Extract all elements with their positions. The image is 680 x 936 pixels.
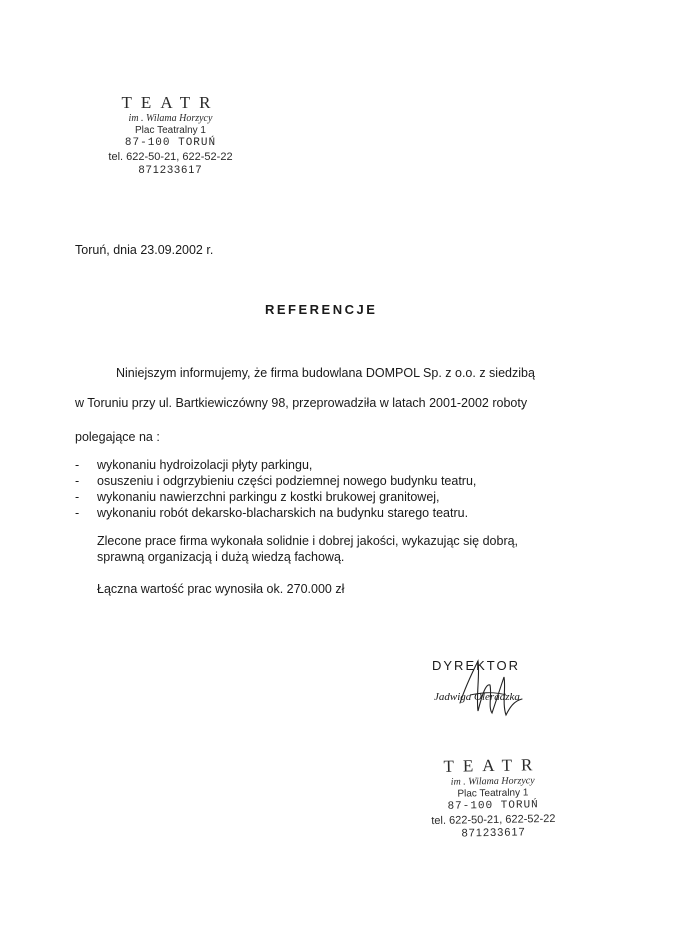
list-item-text: wykonaniu hydroizolacji płyty parkingu, [97,458,313,472]
theatre-stamp-bottom [417,755,568,842]
stamp-id-number: 871233617 [138,163,203,176]
list-marker: - [75,474,80,488]
date-line: Toruń, dnia 23.09.2002 r. [75,243,214,257]
handwritten-signature [456,655,526,723]
list-item-text: wykonaniu robót dekarsko-blacharskich na budynku starego teatru. [97,506,469,520]
stamp-address: Plac Teatralny 1 [457,787,529,801]
body-paragraph-1: Niniejszym informujemy, że firma budowlana DOMPOL Sp. z o.o. z siedzibą [116,366,535,380]
stamp-name: TEATR [443,755,542,776]
list-item-text: wykonaniu nawierzchni parkingu z kostki brukowej granitowej, [97,490,440,504]
stamp-city: 87-100 TORUŃ [124,137,217,150]
theatre-stamp-top [98,93,243,177]
body-paragraph-3: polegające na : [75,430,160,444]
list-item-text: osuszeniu i odgrzybieniu części podziemnej nowego budynku teatru, [97,474,477,488]
stamp-patron: im . Wilama Horzycy [128,113,213,125]
body-paragraph-4-line-2: sprawną organizacją i dużą wiedzą fachową. [97,550,345,564]
stamp-address: Plac Teatralny 1 [135,125,206,137]
signatory-role: DYREKTOR [432,658,520,673]
stamp-city: 87-100 TORUŃ [447,799,539,814]
list-marker: - [75,458,80,472]
stamp-patron: im . Wilama Horzycy [450,775,535,789]
list-marker: - [75,506,80,520]
stamp-name: TEATR [121,93,220,112]
total-value-paragraph: Łączna wartość prac wynosiła ok. 270.000 zł [97,582,345,596]
body-paragraph-2: w Toruniu przy ul. Bartkiewiczówny 98, przeprowadziła w latach 2001-2002 roboty [75,396,528,410]
signatory-name: Jadwiga Oleradzka [434,691,520,703]
stamp-phone: tel. 622-50-21, 622-52-22 [108,150,233,163]
stamp-phone: tel. 622-50-21, 622-52-22 [431,812,556,827]
list-marker: - [75,490,80,504]
document-title: REFERENCJE [265,302,378,317]
body-paragraph-4-line-1: Zlecone prace firma wykonała solidnie i dobrej jakości, wykazując się dobrą, [97,534,519,548]
stamp-id-number: 871233617 [461,826,526,840]
